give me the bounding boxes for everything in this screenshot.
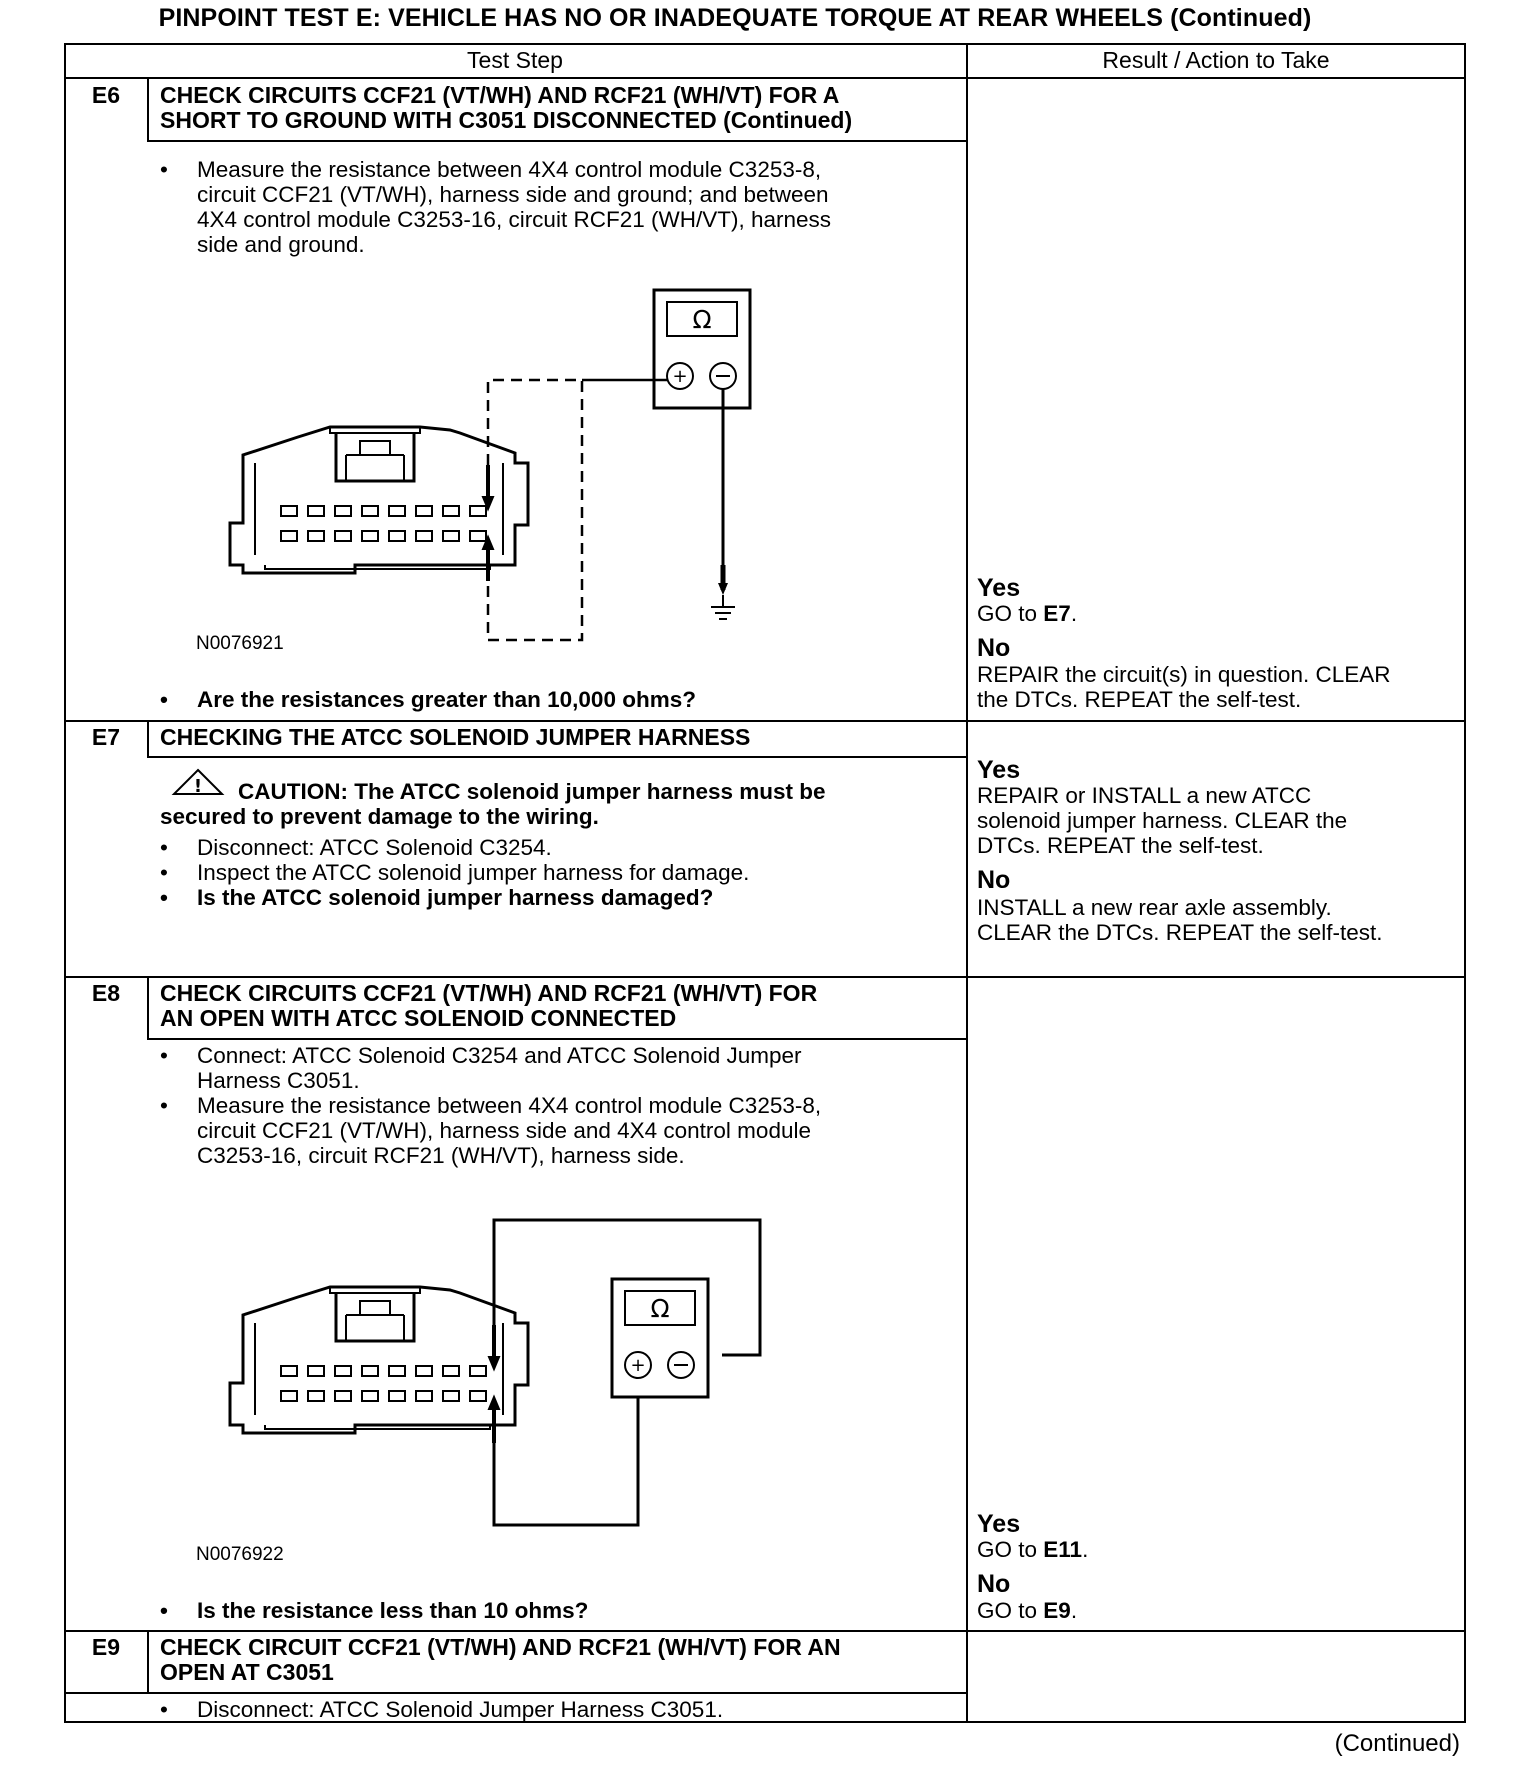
ohm-symbol: Ω bbox=[650, 1294, 670, 1323]
header-divider bbox=[64, 77, 1466, 79]
result-no-label: No bbox=[977, 866, 1011, 894]
continued-note: (Continued) bbox=[1334, 1730, 1460, 1757]
row-divider bbox=[64, 1630, 1466, 1632]
ohm-symbol: Ω bbox=[692, 305, 712, 334]
ohmmeter-ground-test-diagram bbox=[220, 285, 760, 645]
connector-pins bbox=[281, 506, 486, 541]
column-header-result: Result / Action to Take bbox=[1102, 47, 1330, 73]
step-title: CHECK CIRCUITS CCF21 (VT/WH) AND RCF21 (WH/VT) FOR A SHORT TO GROUND WITH C3051 DISCONNECTED (Continued) bbox=[160, 82, 853, 133]
result-yes-label: Yes bbox=[977, 756, 1021, 784]
row-divider bbox=[64, 976, 1466, 978]
step-id: E7 bbox=[91, 724, 121, 750]
result-yes-action: GO to E11. bbox=[977, 1537, 1089, 1562]
step-title-divider bbox=[147, 756, 967, 758]
step-title-divider bbox=[64, 1692, 967, 1694]
result-no-label: No bbox=[977, 634, 1011, 662]
figure-id: N0076922 bbox=[196, 1544, 284, 1565]
step-id: E6 bbox=[91, 82, 121, 108]
result-no-label: No bbox=[977, 1570, 1011, 1598]
row-divider bbox=[64, 720, 1466, 722]
svg-text:+: + bbox=[672, 366, 688, 387]
ground-icon bbox=[711, 595, 735, 619]
svg-text:+: + bbox=[630, 1355, 646, 1376]
caution-text: secured to prevent damage to the wiring. bbox=[160, 804, 599, 829]
column-header-test-step: Test Step bbox=[467, 47, 563, 73]
ohmmeter-open-test-diagram bbox=[220, 1215, 780, 1535]
caution-text: CAUTION: The ATCC solenoid jumper harness must be bbox=[238, 779, 826, 804]
step-title: CHECK CIRCUIT CCF21 (VT/WH) AND RCF21 (WH/VT) FOR AN OPEN AT C3051 bbox=[160, 1634, 841, 1685]
step-title-divider bbox=[147, 140, 967, 142]
result-yes-label: Yes bbox=[977, 1510, 1021, 1538]
svg-text:!: ! bbox=[193, 776, 203, 797]
result-no-action: REPAIR the circuit(s) in question. CLEAR the DTCs. REPEAT the self-test. bbox=[977, 662, 1391, 712]
figure-id: N0076921 bbox=[196, 633, 284, 654]
result-yes-label: Yes bbox=[977, 574, 1021, 602]
result-yes-action: REPAIR or INSTALL a new ATCC solenoid jumper harness. CLEAR the DTCs. REPEAT the self-test. bbox=[977, 783, 1348, 858]
result-no-action: GO to E9. bbox=[977, 1598, 1078, 1623]
step-title: CHECKING THE ATCC SOLENOID JUMPER HARNESS bbox=[160, 724, 751, 750]
step-id: E9 bbox=[91, 1634, 121, 1660]
page-title: PINPOINT TEST E: VEHICLE HAS NO OR INADEQUATE TORQUE AT REAR WHEELS (Continued) bbox=[158, 4, 1312, 32]
result-no-action: INSTALL a new rear axle assembly. CLEAR the DTCs. REPEAT the self-test. bbox=[977, 895, 1383, 945]
step-id: E8 bbox=[91, 980, 121, 1006]
caution-icon bbox=[172, 767, 224, 797]
step-title-divider bbox=[147, 1038, 967, 1040]
step-title: CHECK CIRCUITS CCF21 (VT/WH) AND RCF21 (WH/VT) FOR AN OPEN WITH ATCC SOLENOID CONNECTED bbox=[160, 980, 818, 1031]
column-divider bbox=[966, 43, 968, 1723]
connector-pins bbox=[281, 1366, 486, 1401]
result-yes-action: GO to E7. bbox=[977, 601, 1078, 626]
